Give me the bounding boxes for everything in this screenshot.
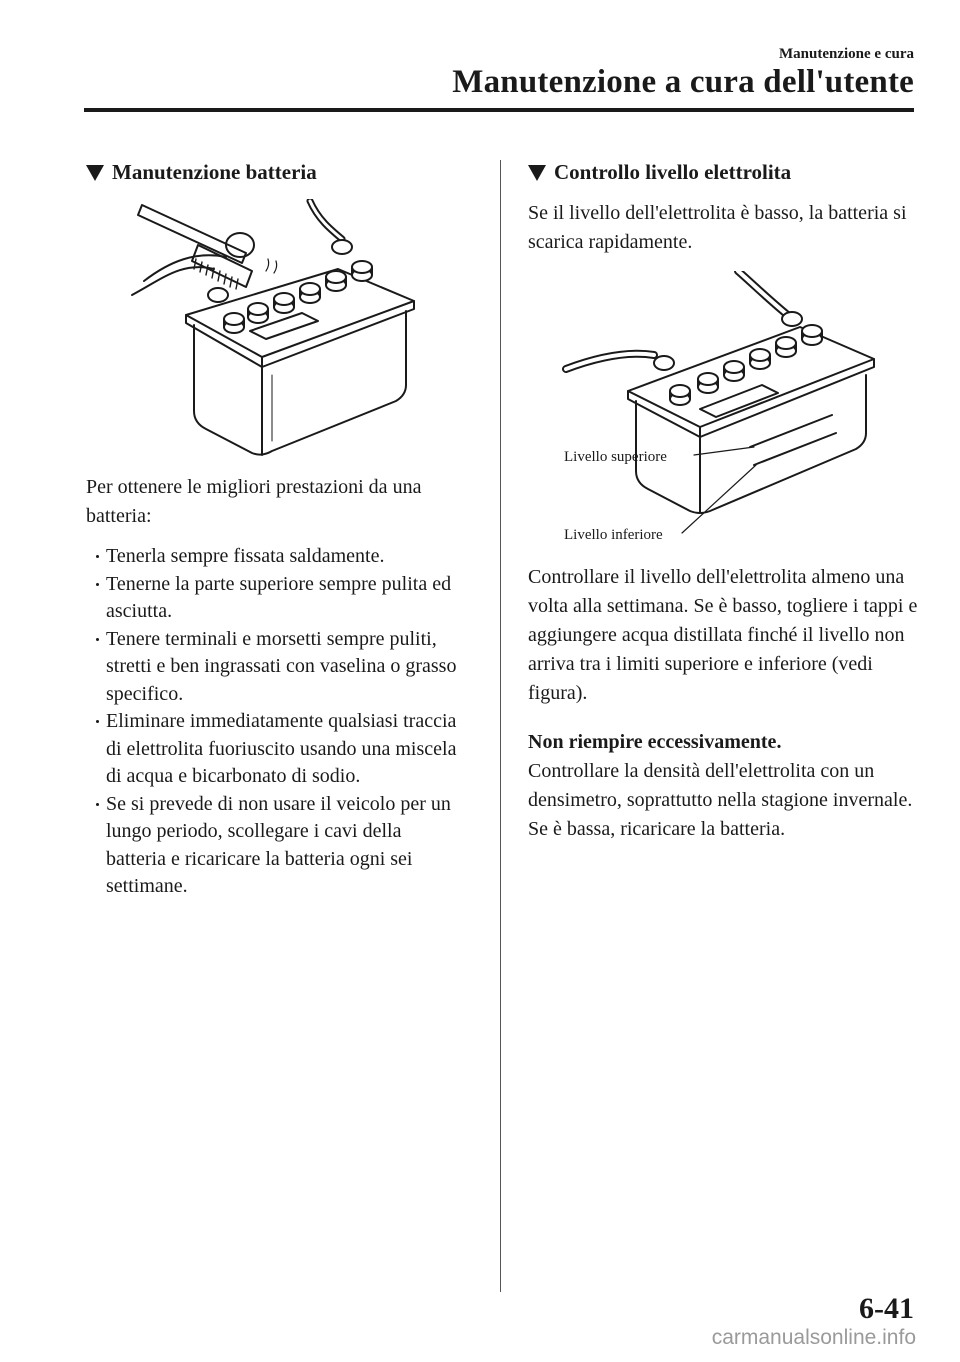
battery-cleaning-illustration bbox=[122, 199, 442, 461]
watermark: carmanualsonline.info bbox=[711, 1326, 916, 1349]
header-section: Manutenzione e cura bbox=[779, 46, 914, 62]
check-instructions: Controllare il livello dell'elettrolita almeno una volta alla settimana. Se è basso, togliere i tappi e aggiungere acqua distillata finché il livello non arriva tra i limiti superiore e inferiore (vedi figura). bbox=[528, 566, 918, 704]
intro-text: Per ottenere le migliori prestazioni da una batteria: bbox=[86, 476, 422, 527]
left-column bbox=[86, 160, 466, 901]
bullet-dot-icon bbox=[96, 720, 99, 723]
overfill-warning: Non riempire eccessivamente. bbox=[528, 731, 782, 753]
section-heading-battery bbox=[86, 160, 466, 185]
heading-text: Controllo livello elettrolita bbox=[554, 160, 792, 184]
electrolyte-intro: Se il livello dell'elettrolita è basso, la batteria si scarica rapidamente. bbox=[528, 202, 907, 253]
list-item: Tenere terminali e morsetti sempre puliti, stretti e ben ingrassati con vaselina o grasso specifico. bbox=[86, 626, 466, 709]
label-upper-level: Livello superiore bbox=[564, 449, 667, 465]
page-number: 6-41 bbox=[859, 1292, 914, 1325]
bullet-dot-icon bbox=[96, 555, 99, 558]
down-triangle-icon bbox=[528, 165, 546, 181]
maintenance-list bbox=[86, 543, 466, 901]
right-column bbox=[528, 160, 918, 844]
list-item: Tenerne la parte superiore sempre pulita ed asciutta. bbox=[86, 571, 466, 626]
heading-text: Manutenzione batteria bbox=[112, 160, 317, 184]
down-triangle-icon bbox=[86, 165, 104, 181]
header-rule bbox=[84, 108, 914, 112]
page-title: Manutenzione a cura dell'utente bbox=[452, 64, 914, 100]
bullet-dot-icon bbox=[96, 638, 99, 641]
section-heading-electrolyte bbox=[528, 160, 918, 185]
density-instructions: Controllare la densità dell'elettrolita con un densimetro, soprattutto nella stagione invernale. Se è bassa, ricaricare la batteria. bbox=[528, 760, 913, 840]
column-divider bbox=[500, 160, 501, 1292]
label-lower-level: Livello inferiore bbox=[564, 527, 663, 543]
list-item: Se si prevede di non usare il veicolo per un lungo periodo, scollegare i cavi della batteria e ricaricare la batteria ogni sei settimane. bbox=[86, 791, 466, 901]
bullet-dot-icon bbox=[96, 583, 99, 586]
bullet-dot-icon bbox=[96, 803, 99, 806]
list-item: Tenerla sempre fissata saldamente. bbox=[86, 543, 466, 571]
list-item: Eliminare immediatamente qualsiasi traccia di elettrolita fuoriuscito usando una miscela di acqua e bicarbonato di sodio. bbox=[86, 708, 466, 791]
electrolyte-level-illustration bbox=[528, 271, 918, 551]
